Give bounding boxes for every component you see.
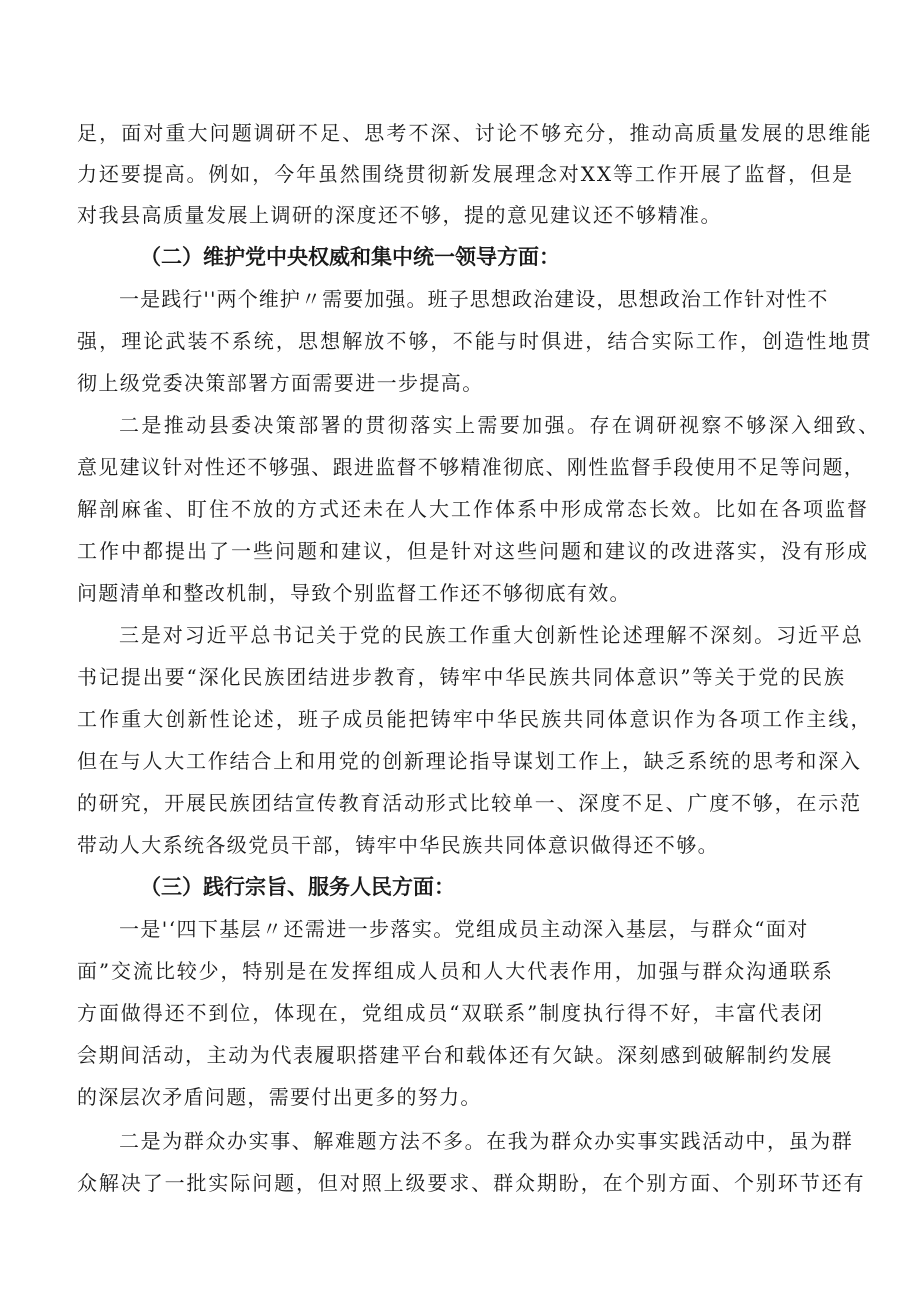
- paragraph-line: 力还要提高。例如，今年虽然围绕贯彻新发展理念对XX等工作开展了监督，但是: [77, 162, 854, 186]
- paragraph-line: 面”交流比较少，特别是在发挥组成人员和人大代表作用，加强与群众沟通联系: [77, 959, 834, 983]
- paragraph-line: 但在与人大工作结合上和用党的创新理论指导谋划工作上，缺乏系统的思考和深入: [77, 749, 862, 773]
- paragraph-line: 的深层次矛盾问题，需要付出更多的努力。: [77, 1085, 482, 1109]
- paragraph-line: 工作重大创新性论述，班子成员能把铸牢中华民族共同体意识作为各项工作主线，: [77, 707, 873, 731]
- paragraph-line: 众解决了一批实际问题，但对照上级要求、群众期盼，在个别方面、个别环节还有: [77, 1171, 866, 1195]
- paragraph-line: 意见建议针对性还不够强、跟进监督不够精准彻底、刚性监督手段使用不足等问题，: [77, 455, 866, 479]
- paragraph-line: 带动人大系统各级党员干部，铸牢中华民族共同体意识做得还不够。: [77, 833, 719, 857]
- paragraph-line: 问题清单和整改机制，导致个别监督工作还不够彻底有效。: [77, 581, 631, 605]
- paragraph-line: 一是'‘四下基层〃还需进一步落实。党组成员主动深入基层，与群众“面对: [119, 917, 809, 941]
- paragraph-line: 解剖麻雀、盯住不放的方式还未在人大工作体系中形成常态长效。比如在各项监督: [77, 497, 869, 521]
- paragraph-line: 足，面对重大问题调研不足、思考不深、讨论不够充分，推动高质量发展的思维能: [77, 121, 873, 145]
- paragraph-line: 一是践行''两个维护〃需要加强。班子思想政治建设，思想政治工作针对性不: [119, 287, 829, 311]
- paragraph-line: 的研究，开展民族团结宣传教育活动形式比较单一、深度不足、广度不够，在示范: [77, 791, 862, 815]
- paragraph-line: 工作中都提出了一些问题和建议，但是针对这些问题和建议的改进落实，没有形成: [77, 539, 869, 563]
- paragraph-line: 会期间活动，主动为代表履职搭建平台和载体还有欠缺。深刻感到破解制约发展: [77, 1043, 833, 1067]
- paragraph-line: 书记提出要“深化民族团结进步教育，铸牢中华民族共同体意识”等关于党的民族: [77, 665, 846, 689]
- paragraph-line: 二是为群众办实事、解难题方法不多。在我为群众办实事实践活动中，虽为群: [119, 1129, 854, 1153]
- section-heading-3: （三）践行宗旨、服务人民方面：: [140, 875, 455, 899]
- paragraph-line: 二是推动县委决策部署的贯彻落实上需要加强。存在调研视察不够深入细致、: [119, 413, 881, 437]
- section-heading-2: （二）维护党中央权威和集中统一领导方面：: [140, 245, 560, 269]
- paragraph-line: 三是对习近平总书记关于党的民族工作重大创新性论述理解不深刻。习近平总: [119, 623, 864, 647]
- paragraph-line: 强，理论武装不系统，思想解放不够，不能与时俱进，结合实际工作，创造性地贯: [77, 329, 873, 353]
- paragraph-line: 彻上级党委决策部署方面需要进一步提高。: [77, 371, 484, 395]
- paragraph-line: 方面做得还不到位，体现在，党组成员“双联系”制度执行得不好，丰富代表闭: [77, 1001, 824, 1025]
- paragraph-line: 对我县高质量发展上调研的深度还不够，提的意见建议还不够精准。: [77, 203, 722, 227]
